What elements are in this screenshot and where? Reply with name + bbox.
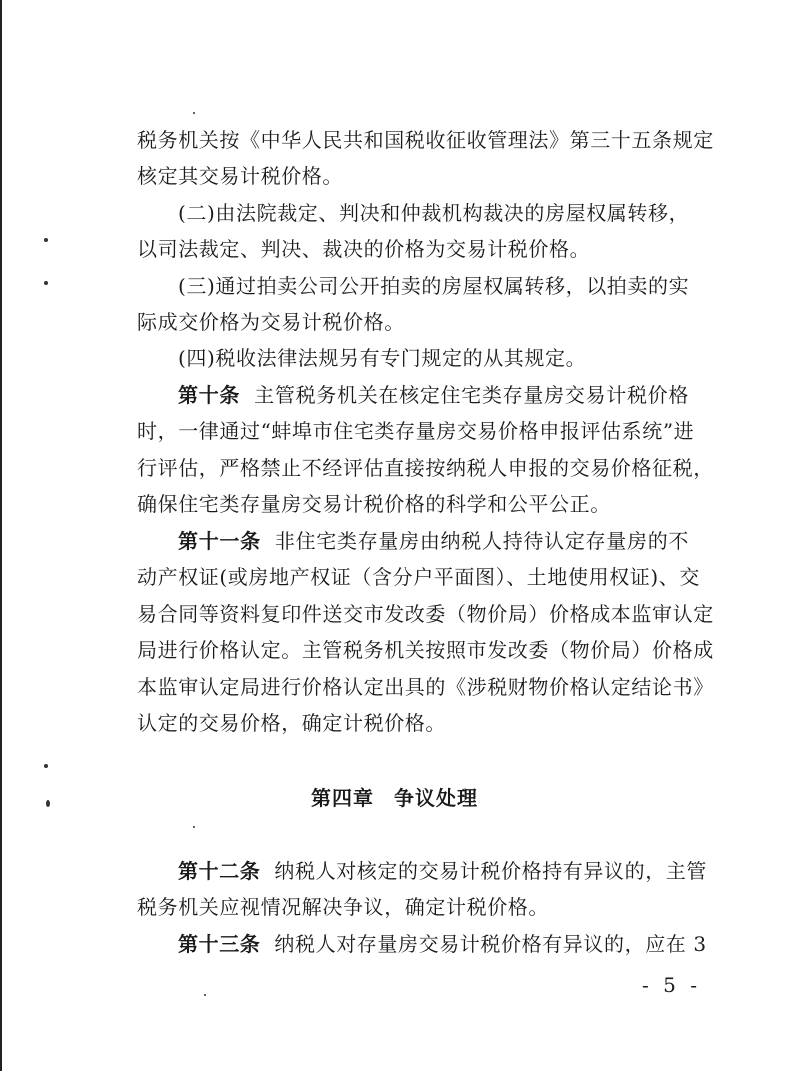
chapter-number: 第四章 bbox=[311, 786, 374, 810]
body-line: 以司法裁定、判决、裁决的价格为交易计税价格。 bbox=[137, 237, 591, 261]
body-text: 纳税人对存量房交易计税价格有异议的，应在 3 bbox=[274, 932, 707, 956]
body-text: 纳税人对核定的交易计税价格持有异议的，主管 bbox=[274, 859, 708, 883]
article-12-heading: 第十二条 bbox=[178, 859, 261, 883]
scan-speck bbox=[193, 112, 195, 114]
scan-speck bbox=[44, 238, 48, 242]
chapter-heading bbox=[0, 784, 789, 812]
body-line: 本监审认定局进行价格认定出具的《涉税财物价格认定结论书》 bbox=[137, 675, 714, 699]
body-line: 核定其交易计税价格。 bbox=[137, 164, 343, 188]
article-12-first-line bbox=[178, 857, 708, 885]
body-line: (四)税收法律法规另有专门规定的从其规定。 bbox=[178, 346, 587, 370]
scan-speck bbox=[44, 281, 48, 285]
scan-speck bbox=[193, 826, 195, 828]
article-10-first-line bbox=[178, 381, 689, 409]
body-line: 认定的交易价格，确定计税价格。 bbox=[137, 711, 446, 735]
article-11-heading: 第十一条 bbox=[178, 529, 261, 553]
page-number: - 5 - bbox=[642, 973, 701, 997]
article-13-heading: 第十三条 bbox=[178, 932, 261, 956]
body-line: (二)由法院裁定、判决和仲裁机构裁决的房屋权属转移， bbox=[178, 201, 690, 225]
body-line: 时，一律通过“蚌埠市住宅类存量房交易价格申报评估系统”进 bbox=[137, 419, 695, 443]
body-text: 非住宅类存量房由纳税人持待认定存量房的不 bbox=[274, 529, 690, 553]
body-line: 动产权证(或房地产权证（含分户平面图）、土地使用权证)、交 bbox=[137, 565, 701, 589]
scan-speck bbox=[204, 994, 206, 996]
body-line: 确保住宅类存量房交易计税价格的科学和公平公正。 bbox=[137, 492, 611, 516]
left-scan-edge bbox=[0, 0, 2, 1071]
body-line: 税务机关应视情况解决争议，确定计税价格。 bbox=[137, 895, 549, 919]
article-13-first-line bbox=[178, 930, 707, 958]
article-10-heading: 第十条 bbox=[178, 383, 241, 407]
article-11-first-line bbox=[178, 527, 689, 555]
body-line: 易合同等资料复印件送交市发改委（物价局）价格成本监审认定 bbox=[137, 602, 714, 626]
body-line: 税务机关按《中华人民共和国税收征收管理法》第三十五条规定 bbox=[137, 128, 714, 152]
body-text: 主管税务机关在核定住宅类存量房交易计税价格 bbox=[254, 383, 689, 407]
body-line: 际成交价格为交易计税价格。 bbox=[137, 310, 405, 334]
body-line: 行评估，严格禁止不经评估直接按纳税人申报的交易价格征税， bbox=[137, 456, 714, 480]
body-line: 局进行价格认定。主管税务机关按照市发改委（物价局）价格成 bbox=[137, 638, 714, 662]
body-line: (三)通过拍卖公司公开拍卖的房屋权属转移，以拍卖的实 bbox=[178, 274, 690, 298]
scan-speck bbox=[44, 764, 48, 768]
chapter-title: 争议处理 bbox=[394, 786, 478, 810]
